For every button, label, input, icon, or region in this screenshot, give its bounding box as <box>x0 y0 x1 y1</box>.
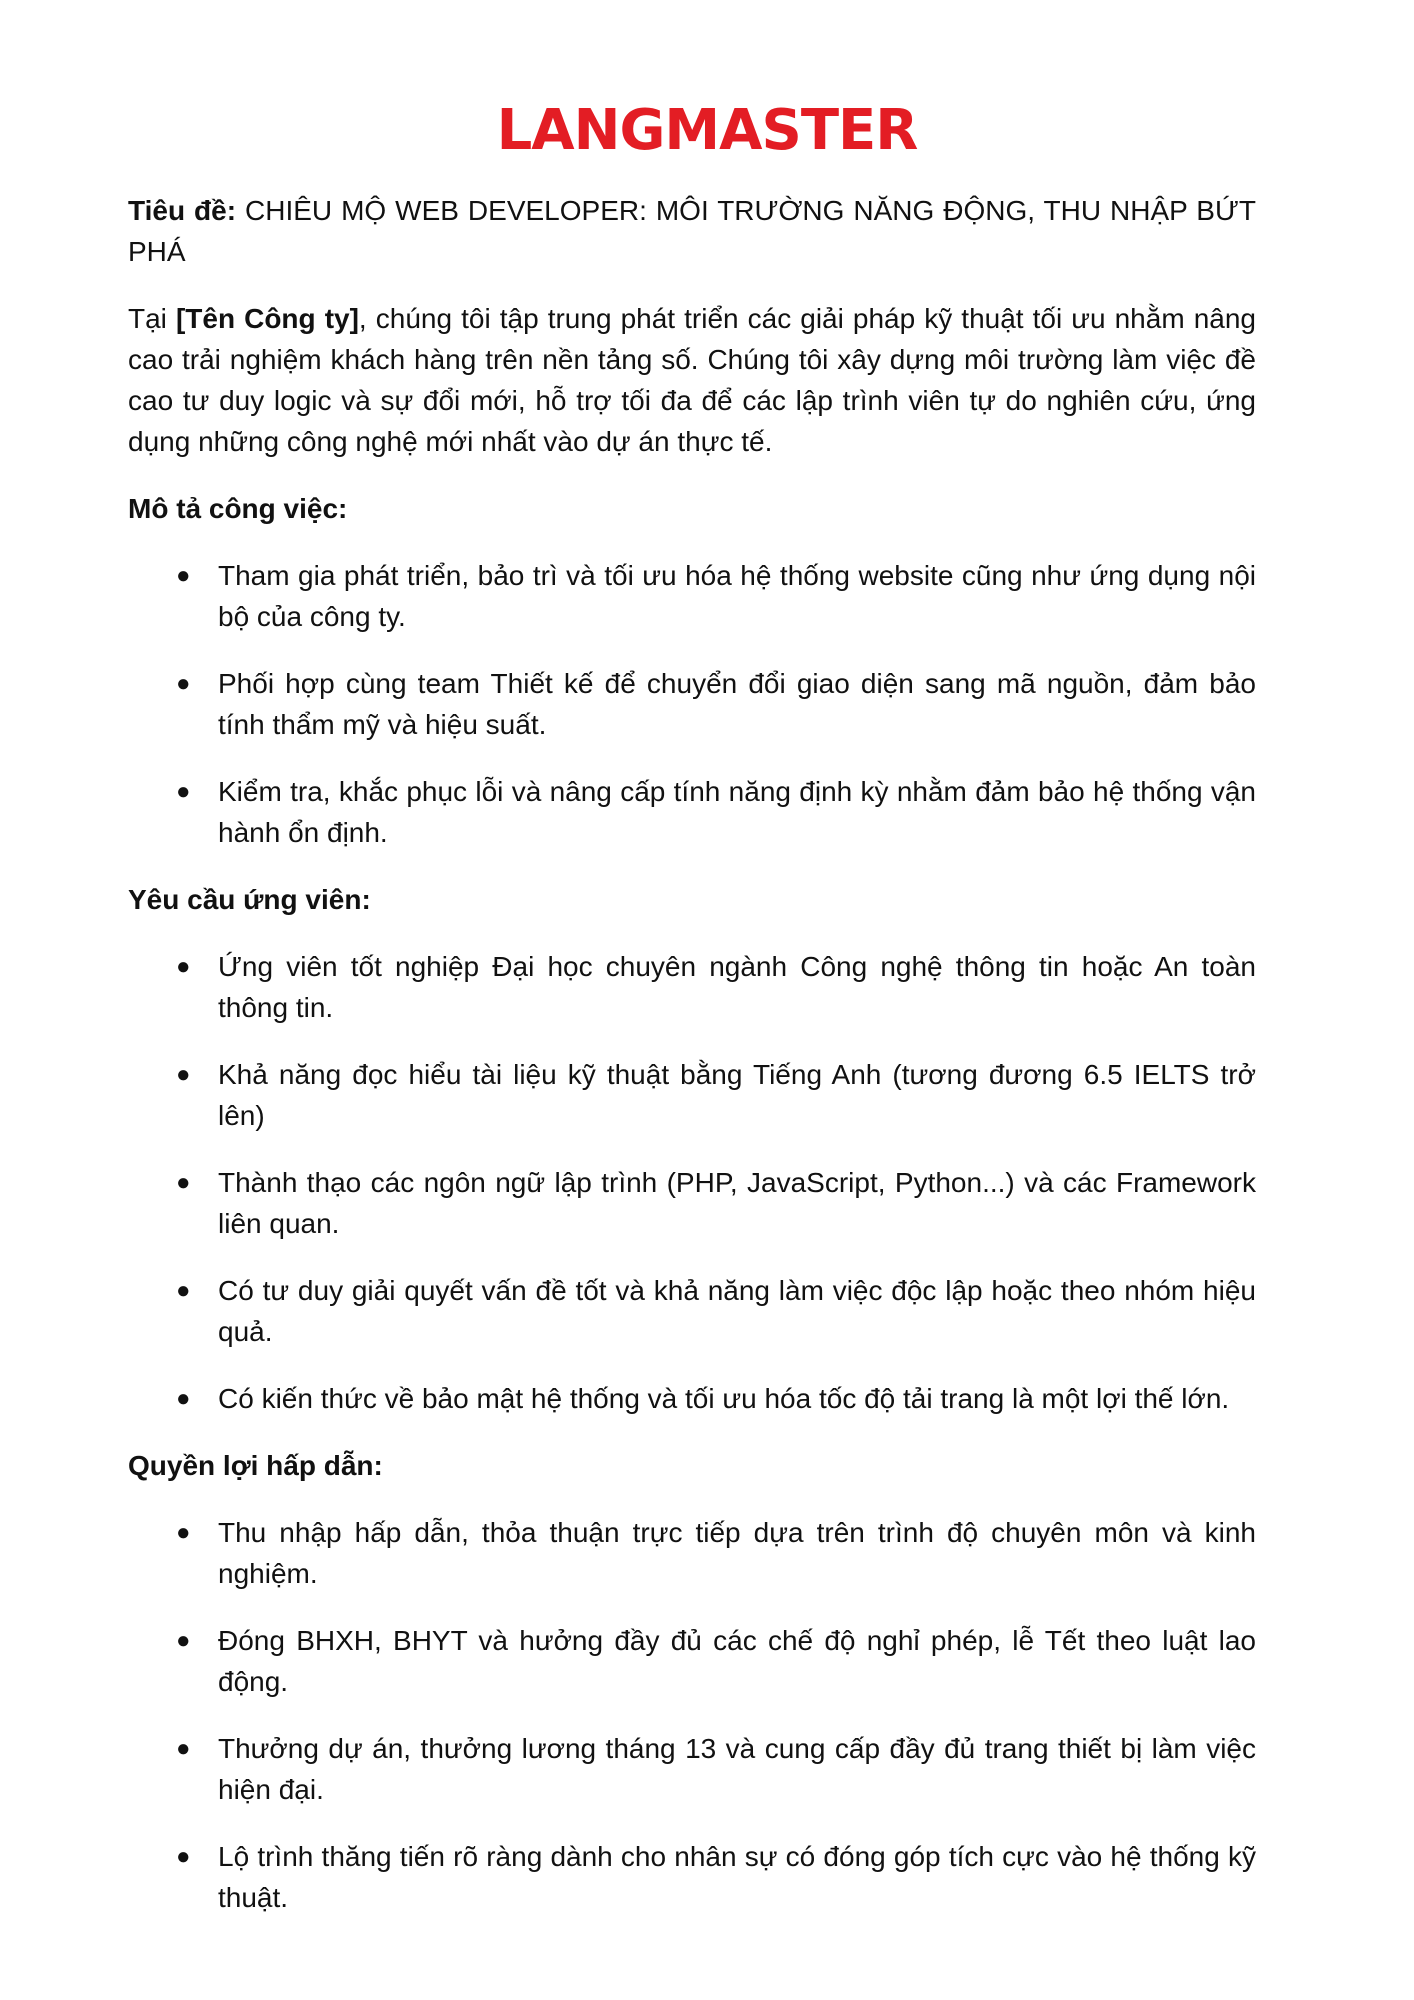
bullet-list <box>128 1512 1256 1918</box>
list-item <box>128 1378 1256 1419</box>
bullet-list <box>128 555 1256 853</box>
title-label: Tiêu đề: <box>128 195 237 226</box>
list-item <box>128 1836 1256 1918</box>
list-item <box>128 1054 1256 1136</box>
title-text: CHIÊU MỘ WEB DEVELOPER: MÔI TRƯỜNG NĂNG ĐỘNG, THU NHẬP BỨT PHÁ <box>128 195 1256 267</box>
bullet-icon: ● <box>176 1169 191 1196</box>
list-item-text: Có kiến thức về bảo mật hệ thống và tối ưu hóa tốc độ tải trang là một lợi thế lớn. <box>218 1383 1230 1414</box>
list-item-text: Có tư duy giải quyết vấn đề tốt và khả năng làm việc độc lập hoặc theo nhóm hiệu quả. <box>218 1275 1256 1347</box>
list-item-text: Thu nhập hấp dẫn, thỏa thuận trực tiếp dựa trên trình độ chuyên môn và kinh nghiệm. <box>218 1517 1256 1589</box>
intro-paragraph <box>128 298 1256 462</box>
list-item-text: Thưởng dự án, thưởng lương tháng 13 và cung cấp đầy đủ trang thiết bị làm việc hiện đại. <box>218 1733 1256 1805</box>
bullet-icon: ● <box>176 1277 191 1304</box>
list-item <box>128 1162 1256 1244</box>
list-item-text: Kiểm tra, khắc phục lỗi và nâng cấp tính năng định kỳ nhằm đảm bảo hệ thống vận hành ổn định. <box>218 776 1256 848</box>
list-item-text: Đóng BHXH, BHYT và hưởng đầy đủ các chế độ nghỉ phép, lễ Tết theo luật lao động. <box>218 1625 1256 1697</box>
section-heading: Yêu cầu ứng viên: <box>128 884 371 915</box>
list-item <box>128 1512 1256 1594</box>
intro-text: , chúng tôi tập trung phát triển các giải pháp kỹ thuật tối ưu nhằm nâng cao trải nghiệm khách hàng trên nền tảng số. Chúng tôi xây dựng môi trường làm việc đề cao tư duy logic và sự đổi mới, hỗ trợ tối đa để các lập trình viên tự do nghiên cứu, ứng dụng những công nghệ mới nhất vào dự án thực tế. <box>128 303 1256 457</box>
section-requirements <box>128 879 1256 1419</box>
section-benefits <box>128 1445 1256 1918</box>
list-item-text: Khả năng đọc hiểu tài liệu kỹ thuật bằng Tiếng Anh (tương đương 6.5 IELTS trở lên) <box>218 1059 1256 1131</box>
bullet-icon: ● <box>176 1735 191 1762</box>
bullet-icon: ● <box>176 778 191 805</box>
list-item-text: Thành thạo các ngôn ngữ lập trình (PHP, JavaScript, Python...) và các Framework liên quan. <box>218 1167 1256 1239</box>
list-item <box>128 1270 1256 1352</box>
list-item <box>128 771 1256 853</box>
list-item <box>128 1728 1256 1810</box>
bullet-icon: ● <box>176 1061 191 1088</box>
section-job-description <box>128 488 1256 853</box>
list-item-text: Lộ trình thăng tiến rõ ràng dành cho nhân sự có đóng góp tích cực vào hệ thống kỹ thuật. <box>218 1841 1256 1913</box>
list-item <box>128 946 1256 1028</box>
section-heading: Quyền lợi hấp dẫn: <box>128 1450 383 1481</box>
company-placeholder: [Tên Công ty] <box>175 303 359 334</box>
document-body <box>128 190 1256 1944</box>
bullet-icon: ● <box>176 1519 191 1546</box>
intro-prefix: Tại <box>128 303 176 334</box>
langmaster-logo: LANGMASTER <box>496 98 918 163</box>
bullet-icon: ● <box>176 1385 191 1412</box>
bullet-icon: ● <box>176 1843 191 1870</box>
section-heading: Mô tả công việc: <box>128 493 348 524</box>
bullet-list <box>128 946 1256 1419</box>
list-item-text: Phối hợp cùng team Thiết kế để chuyển đổi giao diện sang mã nguồn, đảm bảo tính thẩm mỹ và hiệu suất. <box>218 668 1256 740</box>
list-item <box>128 663 1256 745</box>
bullet-icon: ● <box>176 1627 191 1654</box>
list-item-text: Tham gia phát triển, bảo trì và tối ưu hóa hệ thống website cũng như ứng dụng nội bộ của công ty. <box>218 560 1256 632</box>
list-item <box>128 555 1256 637</box>
bullet-icon: ● <box>176 670 191 697</box>
list-item <box>128 1620 1256 1702</box>
title-line <box>128 190 1256 272</box>
list-item-text: Ứng viên tốt nghiệp Đại học chuyên ngành Công nghệ thông tin hoặc An toàn thông tin. <box>218 951 1256 1023</box>
bullet-icon: ● <box>176 953 191 980</box>
bullet-icon: ● <box>176 562 191 589</box>
